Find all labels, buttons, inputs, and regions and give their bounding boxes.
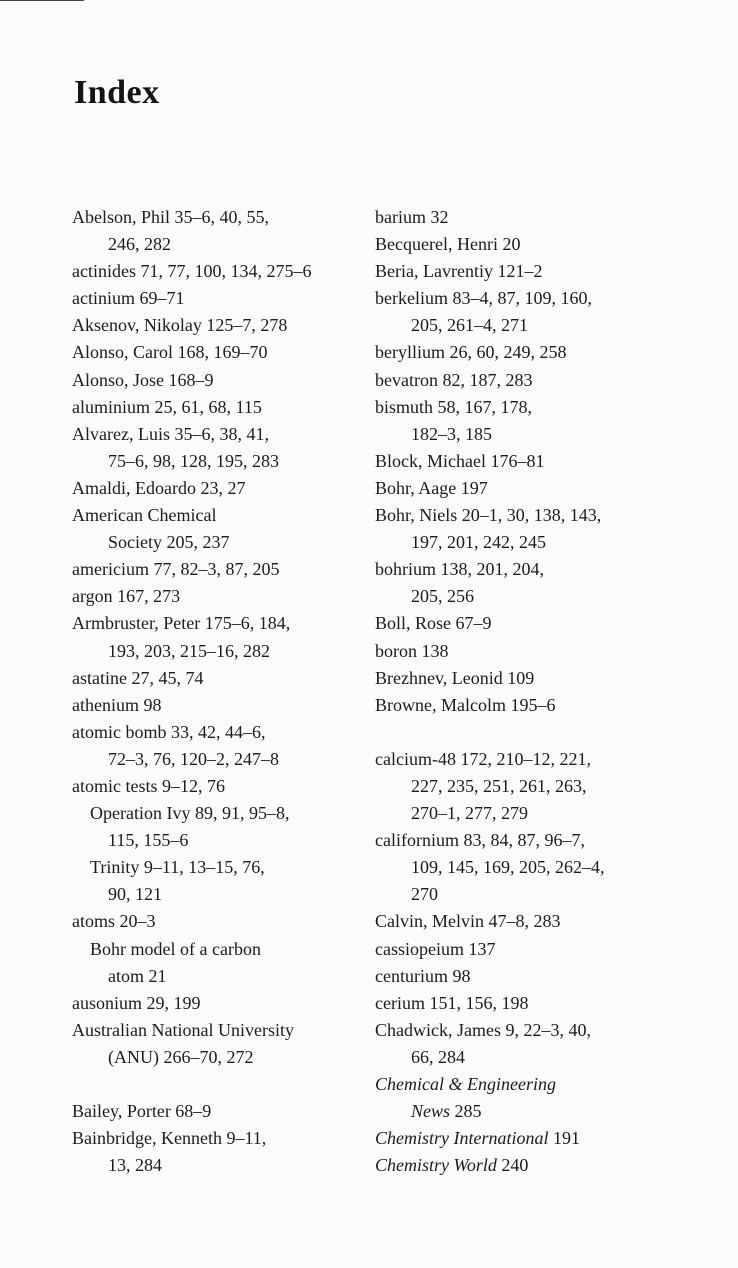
entry-text: californium 83, 84, 87, 96–7, [375,830,585,851]
entry-text: bohrium 138, 201, 204, [375,559,544,580]
index-entry [72,908,372,935]
index-entry [375,502,675,529]
entry-text: 270 [411,884,438,905]
entry-text: Society 205, 237 [108,532,230,553]
index-entry [375,475,675,502]
entry-text: beryllium 26, 60, 249, 258 [375,342,567,363]
index-entry-continuation [375,1098,675,1125]
entry-text: 13, 284 [108,1155,162,1176]
index-entry [375,394,675,421]
entry-text: Block, Michael 176–81 [375,450,545,471]
entry-text: Alonso, Carol 168, 169–70 [72,342,268,363]
entry-text: calcium-48 172, 210–12, 221, [375,748,591,769]
entry-text: Bohr model of a carbon [90,938,261,959]
index-entry [375,1017,675,1044]
index-entry-continuation [375,312,675,339]
entry-text: 193, 203, 215–16, 282 [108,640,270,661]
entry-text: atomic tests 9–12, 76 [72,775,225,796]
entry-text: argon 167, 273 [72,586,181,607]
index-entry-continuation [72,448,372,475]
index-entry [375,367,675,394]
entry-text: Bohr, Aage 197 [375,477,488,498]
entry-text: Chemical & Engineering [375,1074,556,1094]
entry-text: athenium 98 [72,694,162,715]
entry-text: 182–3, 185 [411,423,492,444]
entry-text: Bailey, Porter 68–9 [72,1101,212,1122]
entry-text: Operation Ivy 89, 91, 95–8, [90,803,290,824]
index-entry [72,1098,372,1125]
index-entry [375,908,675,935]
index-entry [375,1071,675,1098]
entry-text: 75–6, 98, 128, 195, 283 [108,450,279,471]
entry-text: astatine 27, 45, 74 [72,667,204,688]
index-entry [72,692,372,719]
entry-text: Alonso, Jose 168–9 [72,369,214,390]
index-entry [72,204,372,231]
entry-text: 197, 201, 242, 245 [411,532,546,553]
index-subentry-continuation [72,881,372,908]
entry-text: aluminium 25, 61, 68, 115 [72,396,262,417]
index-entry [72,475,372,502]
index-entry [375,990,675,1017]
index-entry-continuation [72,231,372,258]
index-entry [72,583,372,610]
entry-text: actinium 69–71 [72,288,185,309]
entry-text: Armbruster, Peter 175–6, 184, [72,613,291,634]
entry-text: Bainbridge, Kenneth 9–11, [72,1128,267,1149]
index-entry [72,258,372,285]
index-entry [375,665,675,692]
index-entry [72,394,372,421]
index-entry [375,692,675,719]
index-column-left [72,204,372,1179]
index-entry-continuation [375,800,675,827]
entry-text: Chemistry World [375,1155,497,1176]
entry-text: 72–3, 76, 120–2, 247–8 [108,748,279,769]
index-entry [72,773,372,800]
index-entry [72,312,372,339]
entry-text: Brezhnev, Leonid 109 [375,667,535,688]
index-entry-continuation [375,421,675,448]
index-entry [72,719,372,746]
index-entry [375,204,675,231]
entry-text: atomic bomb 33, 42, 44–6, [72,721,266,742]
entry-text: Aksenov, Nikolay 125–7, 278 [72,315,288,336]
entry-text: americium 77, 82–3, 87, 205 [72,559,280,580]
entry-text: 246, 282 [108,234,171,255]
index-entry [375,231,675,258]
index-entry [72,1017,372,1044]
index-entry-continuation [72,638,372,665]
index-entry-continuation [375,773,675,800]
entry-text: 205, 256 [411,586,474,607]
letter-group-spacer [72,1071,372,1098]
entry-text: Chemistry International [375,1128,549,1149]
index-entry [72,367,372,394]
index-entry [72,665,372,692]
entry-pages: 240 [496,1155,529,1176]
index-entry-continuation [375,854,675,881]
index-entry [72,990,372,1017]
index-entry [375,936,675,963]
entry-text: centurium 98 [375,965,471,986]
entry-text: Browne, Malcolm 195–6 [375,694,556,715]
index-subentry-continuation [72,963,372,990]
index-subentry [72,800,372,827]
entry-text: Trinity 9–11, 13–15, 76, [90,857,265,878]
index-entry [375,638,675,665]
page-title: Index [74,74,160,111]
index-entry [375,827,675,854]
entry-text: Australian National University [72,1019,294,1040]
entry-text: 90, 121 [108,884,162,905]
entry-text: bismuth 58, 167, 178, [375,396,533,417]
entry-text: 109, 145, 169, 205, 262–4, [411,857,605,878]
index-entry [375,258,675,285]
entry-text: American Chemical [72,505,217,526]
entry-text: atoms 20–3 [72,911,156,932]
entry-text: cassiopeium 137 [375,938,496,959]
index-entry [375,746,675,773]
index-entry-continuation [72,1044,372,1071]
entry-pages: 191 [548,1128,580,1149]
index-entry [375,610,675,637]
index-entry-continuation [72,1152,372,1179]
entry-text: Calvin, Melvin 47–8, 283 [375,911,561,932]
entry-text: Becquerel, Henri 20 [375,234,521,255]
entry-text: boron 138 [375,640,449,661]
index-entry-continuation [375,881,675,908]
entry-text: cerium 151, 156, 198 [375,992,529,1013]
index-subentry [72,854,372,881]
index-entry [375,963,675,990]
entry-text: Alvarez, Luis 35–6, 38, 41, [72,423,269,444]
entry-text: bevatron 82, 187, 283 [375,369,533,390]
index-column-right [375,204,675,1179]
letter-group-spacer [375,719,675,746]
entry-text: 270–1, 277, 279 [411,803,528,824]
index-entry [72,421,372,448]
entry-text: Amaldi, Edoardo 23, 27 [72,477,246,498]
entry-text: ausonium 29, 199 [72,992,201,1013]
entry-text: Abelson, Phil 35–6, 40, 55, [72,207,270,227]
index-entry [72,556,372,583]
index-entry-continuation [375,529,675,556]
entry-text: berkelium 83–4, 87, 109, 160, [375,288,592,309]
top-rule [0,0,84,1]
index-entry [375,448,675,475]
entry-pages: 285 [450,1101,482,1122]
index-entry [375,339,675,366]
index-entry [72,285,372,312]
entry-text: 205, 261–4, 271 [411,315,528,336]
index-subentry-continuation [72,827,372,854]
entry-text: News [411,1101,451,1122]
entry-text: Boll, Rose 67–9 [375,613,492,634]
entry-text: barium 32 [375,207,449,227]
index-entry-continuation [72,529,372,556]
entry-text: Chadwick, James 9, 22–3, 40, [375,1019,591,1040]
index-entry [72,1125,372,1152]
entry-text: Bohr, Niels 20–1, 30, 138, 143, [375,505,602,526]
entry-text: 115, 155–6 [108,830,189,851]
index-entry [375,1152,675,1179]
entry-text: 66, 284 [411,1046,465,1067]
index-entry-continuation [375,1044,675,1071]
index-entry [375,285,675,312]
entry-text: 227, 235, 251, 261, 263, [411,775,587,796]
index-entry [375,1125,675,1152]
entry-text: actinides 71, 77, 100, 134, 275–6 [72,261,312,282]
entry-text: Beria, Lavrentiy 121–2 [375,261,543,282]
index-entry [72,610,372,637]
entry-text: atom 21 [108,965,167,986]
index-entry-continuation [375,583,675,610]
index-subentry [72,936,372,963]
entry-text: (ANU) 266–70, 272 [108,1046,254,1067]
index-entry [375,556,675,583]
index-entry [72,502,372,529]
index-entry [72,339,372,366]
index-entry-continuation [72,746,372,773]
